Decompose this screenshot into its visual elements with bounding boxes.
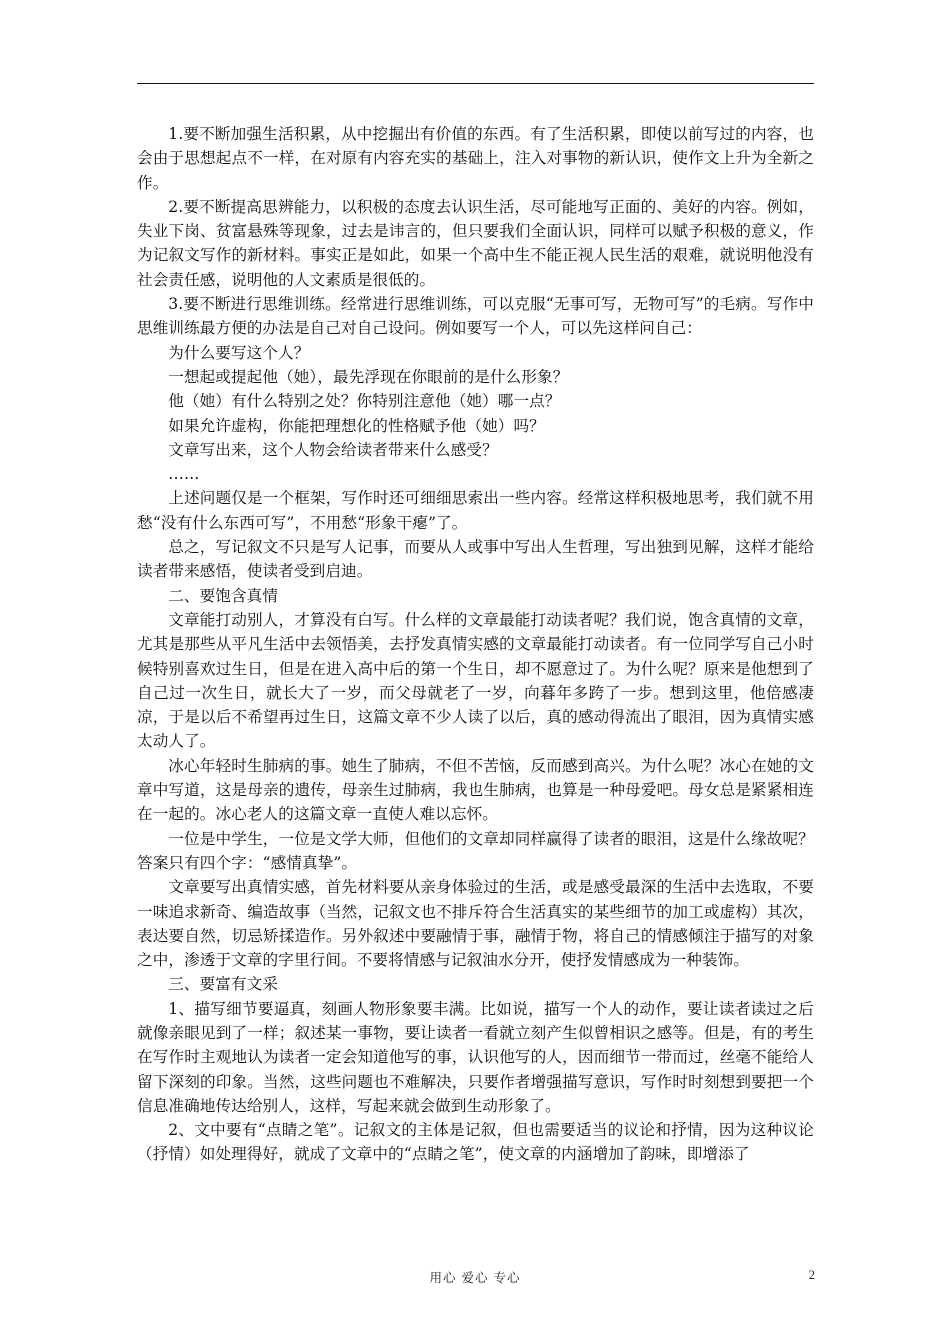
page-number: 2 [808, 1268, 815, 1282]
ellipsis-line: …… [168, 465, 200, 484]
question-line: 文章写出来，这个人物会给读者带来什么感受？ [168, 440, 498, 459]
section-heading: 二、要饱含真情 [168, 586, 279, 605]
paragraph: 冰心年轻时生肺病的事。她生了肺病，不但不苦恼，反而感到高兴。为什么呢？冰心在她的文章中写道，这是母亲的遗传，母亲生过肺病，我也生肺病，也算是一种母爱吧。母女总是紧紧相连在一起的。冰心老人的这篇文章一直使人难以忘怀。 [137, 756, 814, 824]
paragraph: 文章能打动别人，才算没有白写。什么样的文章最能打动读者呢？我们说，饱含真情的文章，尤其是那些从平凡生活中去领悟美，去抒发真情实感的文章最能打动读者。有一位同学写自己小时候特别喜欢过生日，但是在进入高中后的第一个生日，却不愿意过了。为什么呢？原来是他想到了自己过一次生日，就长大了一岁，而父母就老了一岁，向暮年多跨了一步。想到这里，他倍感凄凉，于是以后不希望再过生日，这篇文章不少人读了以后，真的感动得流出了眼泪，因为真情实感太动人了。 [137, 610, 814, 751]
footer-motto: 用心 爱心 专心 [429, 1270, 521, 1285]
paragraph: 文章要写出真情实感，首先材料要从亲身体验过的生活，或是感受最深的生活中去选取，不要一味追求新奇、编造故事（当然，记叙文也不排斥符合生活真实的某些细节的加工或虚构）其次，表达要自然，切忌矫揉造作。另外叙述中要融情于事，融情于物，将自己的情感倾注于描写的对象之中，渗透于文章的字里行间。不要将情感与记叙油水分开，使抒发情感成为一种装饰。 [137, 878, 814, 970]
paragraph: 2、文中要有“点睛之笔”。记叙文的主体是记叙，但也需要适当的议论和抒情，因为这种议论（抒情）如处理得好，就成了文章中的“点睛之笔”，使文章的内涵增加了韵味，即增添了 [137, 1121, 814, 1164]
paragraph: 2.要不断提高思辨能力，以积极的态度去认识生活，尽可能地写正面的、美好的内容。例如，失业下岗、贫富悬殊等现象，过去是讳言的，但只要我们全面认识，同样可以赋予积极的意义，作为记叙文写作的新材料。事实正是如此，如果一个高中生不能正视人民生活的艰难，就说明他没有社会责任感，说明他的人文素质是很低的。 [137, 197, 814, 289]
paragraph: 3.要不断进行思维训练。经常进行思维训练，可以克服“无事可写，无物可写”的毛病。写作中思维训练最方便的办法是自己对自己设问。例如要写一个人，可以先这样问自己： [137, 295, 814, 338]
paragraph: 1.要不断加强生活积累，从中挖掘出有价值的东西。有了生活积累，即使以前写过的内容，也会由于思想起点不一样，在对原有内容充实的基础上，注入对事物的新认识，使作文上升为全新之作。 [137, 125, 814, 192]
paragraph: 1、描写细节要逼真，刻画人物形象要丰满。比如说，描写一个人的动作，要让读者读过之后就像亲眼见到了一样；叙述某一事物，要让读者一看就立刻产生似曾相识之感等。但是，有的考生在写作时主观地认为读者一定会知道他写的事，认识他写的人，因而细节一带而过，丝毫不能给人留下深刻的印象。当然，这些问题也不难解决，只要作者增强描写意识，写作时时刻想到要把一个信息准确地传达给别人，这样，写起来就会做到生动形象了。 [137, 999, 814, 1115]
body-text [137, 122, 814, 1167]
paragraph: 总之，写记叙文不只是写人记事，而要从人或事中写出人生哲理，写出独到见解，这样才能给读者带来感悟，使读者受到启迪。 [137, 538, 814, 581]
section-heading: 三、要富有文采 [168, 975, 279, 994]
header-rule [137, 83, 814, 84]
paragraph: 一位是中学生，一位是文学大师，但他们的文章却同样赢得了读者的眼泪，这是什么缘故呢？答案只有四个字：“感情真挚”。 [137, 829, 814, 872]
question-line: 一想起或提起他（她），最先浮现在你眼前的是什么形象？ [168, 367, 569, 386]
question-line: 为什么要写这个人？ [168, 343, 310, 362]
question-line: 他（她）有什么特别之处？你特别注意他（她）哪一点？ [168, 392, 561, 411]
question-line: 如果允许虚构，你能把理想化的性格赋予他（她）吗？ [168, 416, 545, 435]
paragraph: 上述问题仅是一个框架，写作时还可细细思索出一些内容。经常这样积极地思考，我们就不用愁“没有什么东西可写”，不用愁“形象干瘪”了。 [137, 489, 814, 532]
